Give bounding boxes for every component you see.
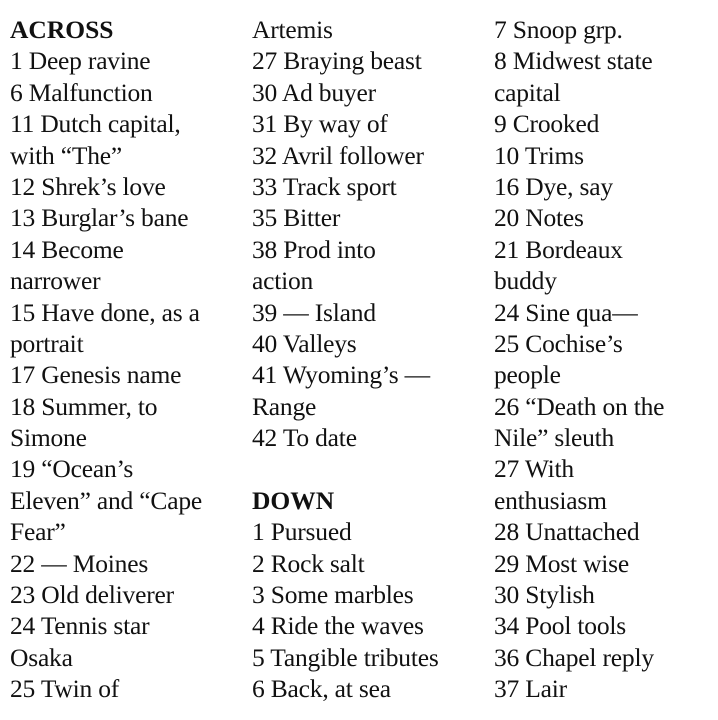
clue-line: 10 Trims: [494, 140, 584, 170]
clue-line: Fear”: [10, 517, 66, 547]
clue-line: 17 Genesis name: [10, 360, 182, 390]
clue-line: 9 Crooked: [494, 109, 600, 139]
clue-line: Osaka: [10, 642, 73, 672]
clue-line: 8 Midwest state: [494, 46, 653, 76]
clue-line: 1 Deep ravine: [10, 46, 151, 76]
clue-line: 27 With: [494, 454, 574, 484]
clue-line: with “The”: [10, 140, 122, 170]
clue-line: 19 “Ocean’s: [10, 454, 134, 484]
clue-line: 25 Cochise’s: [494, 328, 623, 358]
clue-line: 23 Old deliverer: [10, 580, 174, 610]
clue-column-2: [252, 14, 488, 705]
clue-line: 11 Dutch capital,: [10, 109, 181, 139]
clue-line: 28 Unattached: [494, 517, 640, 547]
clue-line: action: [252, 266, 314, 296]
clue-line: Range: [252, 391, 317, 421]
clue-line: 36 Chapel reply: [494, 642, 654, 672]
clue-line: 22 — Moines: [10, 548, 149, 578]
clue-line: 16 Dye, say: [494, 171, 613, 201]
clue-line: 27 Braying beast: [252, 46, 422, 76]
clue-line: 35 Bitter: [252, 203, 341, 233]
clue-line: 32 Avril follower: [252, 140, 424, 170]
clue-line: 20 Notes: [494, 203, 584, 233]
clue-line: 30 Stylish: [494, 580, 595, 610]
clue-line: 31 By way of: [252, 109, 388, 139]
clue-line: 42 To date: [252, 423, 357, 453]
spacer: [252, 453, 488, 484]
clue-line: 15 Have done, as a: [10, 297, 200, 327]
section-heading: ACROSS: [10, 15, 114, 44]
clue-line: 30 Ad buyer: [252, 77, 376, 107]
section-heading: DOWN: [252, 485, 335, 515]
clue-line: 39 — Island: [252, 297, 376, 327]
clue-line: 38 Prod into: [252, 234, 376, 264]
clue-line: 6 Back, at sea: [252, 674, 391, 704]
clue-line: 21 Bordeaux: [494, 234, 623, 264]
clue-line: 7 Snoop grp.: [494, 15, 623, 44]
clue-line: 5 Tangible tributes: [252, 642, 439, 672]
clue-line: 26 “Death on the: [494, 391, 665, 421]
clue-line: 3 Some marbles: [252, 580, 414, 610]
clue-line: enthusiasm: [494, 485, 607, 515]
clue-line: 34 Pool tools: [494, 611, 627, 641]
clue-line: narrower: [10, 266, 101, 296]
clue-line: 33 Track sport: [252, 171, 397, 201]
clue-line: 14 Become: [10, 234, 124, 264]
clue-line: Simone: [10, 423, 87, 453]
clue-line: 41 Wyoming’s —: [252, 360, 430, 390]
clue-line: buddy: [494, 266, 557, 296]
clue-line: Artemis: [252, 15, 333, 44]
clue-line: 40 Valleys: [252, 328, 357, 358]
clue-line: 1 Pursued: [252, 517, 352, 547]
clue-line: 25 Twin of: [10, 674, 120, 704]
clue-column-3: [494, 14, 714, 705]
clue-line: 24 Sine qua—: [494, 297, 638, 327]
clue-line: 2 Rock salt: [252, 548, 365, 578]
clue-line: people: [494, 360, 561, 390]
clue-line: 6 Malfunction: [10, 77, 153, 107]
clue-line: 12 Shrek’s love: [10, 171, 166, 201]
clue-column-1: [10, 14, 246, 705]
clue-line: Nile” sleuth: [494, 423, 615, 453]
clue-line: portrait: [10, 328, 84, 358]
clue-line: 24 Tennis star: [10, 611, 150, 641]
clue-line: 4 Ride the waves: [252, 611, 424, 641]
clue-line: capital: [494, 77, 561, 107]
clue-line: 13 Burglar’s bane: [10, 203, 189, 233]
clue-line: Eleven” and “Cape: [10, 485, 202, 515]
clue-line: 29 Most wise: [494, 548, 630, 578]
clue-line: 37 Lair: [494, 674, 567, 704]
clue-line: 18 Summer, to: [10, 391, 158, 421]
